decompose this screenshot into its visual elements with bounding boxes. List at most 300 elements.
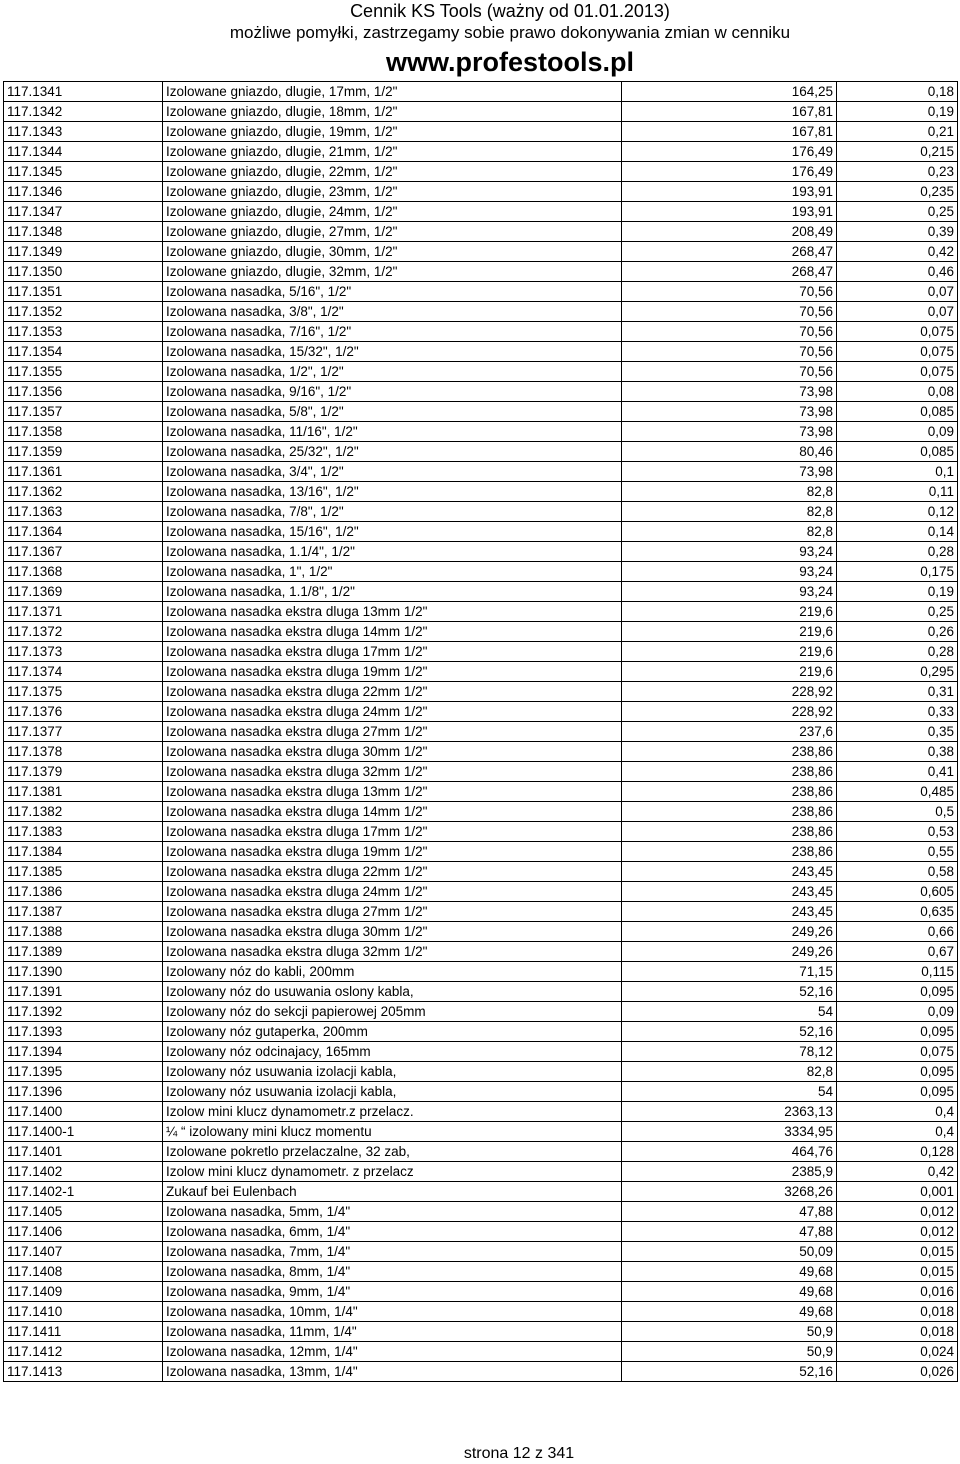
table-row xyxy=(4,122,958,142)
product-description: Izolow mini klucz dynamometr. z przelacz xyxy=(163,1162,622,1182)
product-code: 117.1352 xyxy=(4,302,163,322)
table-row xyxy=(4,642,958,662)
product-price: 82,8 xyxy=(622,482,837,502)
product-price: 70,56 xyxy=(622,362,837,382)
product-price: 49,68 xyxy=(622,1282,837,1302)
price-list-title: Cennik KS Tools (ważny od 01.01.2013) xyxy=(350,1,670,21)
product-code: 117.1412 xyxy=(4,1342,163,1362)
product-price: 219,6 xyxy=(622,662,837,682)
product-code: 117.1402 xyxy=(4,1162,163,1182)
table-row xyxy=(4,1262,958,1282)
product-weight: 0,075 xyxy=(837,342,958,362)
product-code: 117.1382 xyxy=(4,802,163,822)
table-row xyxy=(4,1302,958,1322)
table-row xyxy=(4,482,958,502)
product-price: 52,16 xyxy=(622,982,837,1002)
product-price: 82,8 xyxy=(622,502,837,522)
product-price: 49,68 xyxy=(622,1302,837,1322)
product-weight: 0,09 xyxy=(837,422,958,442)
product-code: 117.1379 xyxy=(4,762,163,782)
product-weight: 0,35 xyxy=(837,722,958,742)
product-weight: 0,095 xyxy=(837,1062,958,1082)
product-price: 80,46 xyxy=(622,442,837,462)
product-code: 117.1390 xyxy=(4,962,163,982)
product-weight: 0,31 xyxy=(837,682,958,702)
table-row xyxy=(4,1242,958,1262)
product-description: Izolowane gniazdo, dlugie, 19mm, 1/2" xyxy=(163,122,622,142)
table-row xyxy=(4,422,958,442)
product-price: 70,56 xyxy=(622,282,837,302)
product-price: 73,98 xyxy=(622,422,837,442)
product-weight: 0,08 xyxy=(837,382,958,402)
product-description: Izolowane gniazdo, dlugie, 22mm, 1/2" xyxy=(163,162,622,182)
table-row xyxy=(4,822,958,842)
product-code: 117.1400-1 xyxy=(4,1122,163,1142)
product-description: Izolowana nasadka ekstra dluga 13mm 1/2" xyxy=(163,602,622,622)
product-price: 238,86 xyxy=(622,802,837,822)
product-code: 117.1367 xyxy=(4,542,163,562)
product-code: 117.1374 xyxy=(4,662,163,682)
product-price: 93,24 xyxy=(622,542,837,562)
table-row xyxy=(4,382,958,402)
product-description: Izolowana nasadka ekstra dluga 24mm 1/2" xyxy=(163,702,622,722)
product-code: 117.1377 xyxy=(4,722,163,742)
product-weight: 0,4 xyxy=(837,1102,958,1122)
product-weight: 0,4 xyxy=(837,1122,958,1142)
product-weight: 0,115 xyxy=(837,962,958,982)
product-code: 117.1409 xyxy=(4,1282,163,1302)
product-description: Izolowana nasadka ekstra dluga 22mm 1/2" xyxy=(163,862,622,882)
product-price: 167,81 xyxy=(622,122,837,142)
product-code: 117.1363 xyxy=(4,502,163,522)
product-weight: 0,015 xyxy=(837,1242,958,1262)
table-row xyxy=(4,202,958,222)
product-price: 49,68 xyxy=(622,1262,837,1282)
product-weight: 0,015 xyxy=(837,1262,958,1282)
product-weight: 0,25 xyxy=(837,602,958,622)
product-code: 117.1400 xyxy=(4,1102,163,1122)
product-price: 47,88 xyxy=(622,1222,837,1242)
product-price: 243,45 xyxy=(622,902,837,922)
product-weight: 0,175 xyxy=(837,562,958,582)
product-code: 117.1359 xyxy=(4,442,163,462)
product-description: Izolowane gniazdo, dlugie, 17mm, 1/2" xyxy=(163,82,622,102)
product-code: 117.1371 xyxy=(4,602,163,622)
product-price: 238,86 xyxy=(622,842,837,862)
product-price: 249,26 xyxy=(622,922,837,942)
table-row xyxy=(4,722,958,742)
product-weight: 0,016 xyxy=(837,1282,958,1302)
product-price: 219,6 xyxy=(622,602,837,622)
product-description: Izolowana nasadka ekstra dluga 14mm 1/2" xyxy=(163,802,622,822)
product-description: Izolowana nasadka ekstra dluga 17mm 1/2" xyxy=(163,642,622,662)
product-weight: 0,075 xyxy=(837,362,958,382)
product-code: 117.1393 xyxy=(4,1022,163,1042)
product-description: Izolowane gniazdo, dlugie, 18mm, 1/2" xyxy=(163,102,622,122)
table-row xyxy=(4,1222,958,1242)
product-code: 117.1392 xyxy=(4,1002,163,1022)
table-row xyxy=(4,1342,958,1362)
product-description: Izolowana nasadka, 7/16", 1/2" xyxy=(163,322,622,342)
product-description: Izolowane gniazdo, dlugie, 32mm, 1/2" xyxy=(163,262,622,282)
product-weight: 0,012 xyxy=(837,1202,958,1222)
product-weight: 0,42 xyxy=(837,242,958,262)
product-code: 117.1341 xyxy=(4,82,163,102)
product-description: Izolowany nóz usuwania izolacji kabla, xyxy=(163,1082,622,1102)
product-price: 3268,26 xyxy=(622,1182,837,1202)
product-description: Izolowana nasadka, 1/2", 1/2" xyxy=(163,362,622,382)
price-table xyxy=(3,81,958,1382)
product-code: 117.1378 xyxy=(4,742,163,762)
product-weight: 0,21 xyxy=(837,122,958,142)
product-code: 117.1373 xyxy=(4,642,163,662)
product-code: 117.1364 xyxy=(4,522,163,542)
product-description: Izolowana nasadka ekstra dluga 22mm 1/2" xyxy=(163,682,622,702)
product-description: Izolowana nasadka, 3/8", 1/2" xyxy=(163,302,622,322)
table-row xyxy=(4,322,958,342)
product-description: Izolowana nasadka, 15/32", 1/2" xyxy=(163,342,622,362)
product-description: Izolowana nasadka ekstra dluga 27mm 1/2" xyxy=(163,902,622,922)
product-code: 117.1345 xyxy=(4,162,163,182)
product-price: 47,88 xyxy=(622,1202,837,1222)
product-weight: 0,018 xyxy=(837,1302,958,1322)
product-weight: 0,024 xyxy=(837,1342,958,1362)
product-description: Izolow mini klucz dynamometr.z przelacz. xyxy=(163,1102,622,1122)
product-code: 117.1344 xyxy=(4,142,163,162)
product-weight: 0,635 xyxy=(837,902,958,922)
table-row xyxy=(4,462,958,482)
product-description: Izolowana nasadka ekstra dluga 17mm 1/2" xyxy=(163,822,622,842)
product-price: 243,45 xyxy=(622,882,837,902)
table-row xyxy=(4,682,958,702)
product-price: 193,91 xyxy=(622,182,837,202)
table-row xyxy=(4,1062,958,1082)
product-description: Izolowana nasadka ekstra dluga 30mm 1/2" xyxy=(163,922,622,942)
product-description: Izolowany nóz gutaperka, 200mm xyxy=(163,1022,622,1042)
table-row xyxy=(4,782,958,802)
product-weight: 0,14 xyxy=(837,522,958,542)
table-row xyxy=(4,222,958,242)
product-weight: 0,075 xyxy=(837,322,958,342)
product-price: 237,6 xyxy=(622,722,837,742)
product-price: 73,98 xyxy=(622,402,837,422)
product-weight: 0,33 xyxy=(837,702,958,722)
table-row xyxy=(4,942,958,962)
product-description: Izolowana nasadka, 11/16", 1/2" xyxy=(163,422,622,442)
product-description: Izolowane gniazdo, dlugie, 27mm, 1/2" xyxy=(163,222,622,242)
product-code: 117.1353 xyxy=(4,322,163,342)
product-code: 117.1411 xyxy=(4,1322,163,1342)
product-price: 208,49 xyxy=(622,222,837,242)
table-row xyxy=(4,862,958,882)
product-weight: 0,095 xyxy=(837,982,958,1002)
product-description: Izolowany nóz usuwania izolacji kabla, xyxy=(163,1062,622,1082)
product-weight: 0,128 xyxy=(837,1142,958,1162)
product-code: 117.1356 xyxy=(4,382,163,402)
product-code: 117.1351 xyxy=(4,282,163,302)
product-code: 117.1388 xyxy=(4,922,163,942)
table-row xyxy=(4,1362,958,1382)
product-description: Izolowana nasadka ekstra dluga 13mm 1/2" xyxy=(163,782,622,802)
product-weight: 0,5 xyxy=(837,802,958,822)
product-code: 117.1391 xyxy=(4,982,163,1002)
product-price: 73,98 xyxy=(622,382,837,402)
product-code: 117.1361 xyxy=(4,462,163,482)
table-row xyxy=(4,702,958,722)
table-row xyxy=(4,1022,958,1042)
product-description: Izolowany nóz do sekcji papierowej 205mm xyxy=(163,1002,622,1022)
product-code: 117.1347 xyxy=(4,202,163,222)
table-row xyxy=(4,582,958,602)
table-row xyxy=(4,362,958,382)
table-row xyxy=(4,602,958,622)
product-weight: 0,19 xyxy=(837,582,958,602)
product-price: 249,26 xyxy=(622,942,837,962)
product-code: 117.1376 xyxy=(4,702,163,722)
product-weight: 0,215 xyxy=(837,142,958,162)
table-row xyxy=(4,982,958,1002)
product-code: 117.1407 xyxy=(4,1242,163,1262)
product-code: 117.1405 xyxy=(4,1202,163,1222)
product-price: 3334,95 xyxy=(622,1122,837,1142)
product-price: 73,98 xyxy=(622,462,837,482)
product-weight: 0,18 xyxy=(837,82,958,102)
product-weight: 0,11 xyxy=(837,482,958,502)
product-code: 117.1362 xyxy=(4,482,163,502)
table-row xyxy=(4,902,958,922)
product-price: 71,15 xyxy=(622,962,837,982)
product-description: Izolowana nasadka, 6mm, 1/4" xyxy=(163,1222,622,1242)
product-description: Izolowana nasadka ekstra dluga 19mm 1/2" xyxy=(163,662,622,682)
table-row xyxy=(4,1042,958,1062)
product-weight: 0,001 xyxy=(837,1182,958,1202)
table-row xyxy=(4,1122,958,1142)
product-description: Izolowane gniazdo, dlugie, 30mm, 1/2" xyxy=(163,242,622,262)
product-code: 117.1369 xyxy=(4,582,163,602)
product-weight: 0,67 xyxy=(837,942,958,962)
product-weight: 0,38 xyxy=(837,742,958,762)
disclaimer-text: możliwe pomyłki, zastrzegamy sobie prawo dokonywania zmian w cenniku xyxy=(229,23,791,42)
product-code: 117.1355 xyxy=(4,362,163,382)
table-row xyxy=(4,302,958,322)
product-description: Izolowana nasadka, 5/8", 1/2" xyxy=(163,402,622,422)
product-description: Izolowany nóz do kabli, 200mm xyxy=(163,962,622,982)
product-price: 54 xyxy=(622,1002,837,1022)
product-price: 268,47 xyxy=(622,242,837,262)
product-price: 238,86 xyxy=(622,822,837,842)
product-description: Izolowana nasadka, 1.1/4", 1/2" xyxy=(163,542,622,562)
product-price: 219,6 xyxy=(622,622,837,642)
product-price: 50,09 xyxy=(622,1242,837,1262)
product-price: 70,56 xyxy=(622,342,837,362)
product-price: 219,6 xyxy=(622,642,837,662)
product-price: 54 xyxy=(622,1082,837,1102)
product-price: 2363,13 xyxy=(622,1102,837,1122)
product-price: 464,76 xyxy=(622,1142,837,1162)
product-code: 117.1349 xyxy=(4,242,163,262)
product-code: 117.1401 xyxy=(4,1142,163,1162)
product-code: 117.1342 xyxy=(4,102,163,122)
product-code: 117.1395 xyxy=(4,1062,163,1082)
table-row xyxy=(4,342,958,362)
table-row xyxy=(4,402,958,422)
product-description: Izolowana nasadka, 25/32", 1/2" xyxy=(163,442,622,462)
product-price: 167,81 xyxy=(622,102,837,122)
product-price: 238,86 xyxy=(622,742,837,762)
table-row xyxy=(4,962,958,982)
product-code: 117.1372 xyxy=(4,622,163,642)
table-row xyxy=(4,522,958,542)
product-weight: 0,25 xyxy=(837,202,958,222)
product-code: 117.1410 xyxy=(4,1302,163,1322)
product-description: Izolowana nasadka ekstra dluga 27mm 1/2" xyxy=(163,722,622,742)
product-weight: 0,095 xyxy=(837,1022,958,1042)
table-row xyxy=(4,182,958,202)
table-row xyxy=(4,262,958,282)
product-code: 117.1394 xyxy=(4,1042,163,1062)
product-description: Izolowana nasadka, 1", 1/2" xyxy=(163,562,622,582)
product-price: 82,8 xyxy=(622,1062,837,1082)
product-description: Zukauf bei Eulenbach xyxy=(163,1182,622,1202)
product-weight: 0,235 xyxy=(837,182,958,202)
table-row xyxy=(4,142,958,162)
product-weight: 0,55 xyxy=(837,842,958,862)
table-row xyxy=(4,162,958,182)
product-description: Izolowana nasadka ekstra dluga 30mm 1/2" xyxy=(163,742,622,762)
product-price: 78,12 xyxy=(622,1042,837,1062)
product-price: 52,16 xyxy=(622,1022,837,1042)
table-row xyxy=(4,82,958,102)
product-code: 117.1413 xyxy=(4,1362,163,1382)
product-weight: 0,085 xyxy=(837,402,958,422)
product-weight: 0,46 xyxy=(837,262,958,282)
product-weight: 0,026 xyxy=(837,1362,958,1382)
product-price: 164,25 xyxy=(622,82,837,102)
product-price: 50,9 xyxy=(622,1342,837,1362)
product-code: 117.1386 xyxy=(4,882,163,902)
product-code: 117.1357 xyxy=(4,402,163,422)
product-description: Izolowana nasadka, 7/8", 1/2" xyxy=(163,502,622,522)
product-weight: 0,53 xyxy=(837,822,958,842)
product-description: Izolowana nasadka, 3/4", 1/2" xyxy=(163,462,622,482)
page-number: strona 12 z 341 xyxy=(463,1445,575,1462)
product-weight: 0,12 xyxy=(837,502,958,522)
product-description: Izolowana nasadka, 9/16", 1/2" xyxy=(163,382,622,402)
product-weight: 0,09 xyxy=(837,1002,958,1022)
product-description: Izolowana nasadka ekstra dluga 14mm 1/2" xyxy=(163,622,622,642)
product-price: 93,24 xyxy=(622,562,837,582)
product-description: Izolowana nasadka, 5mm, 1/4" xyxy=(163,1202,622,1222)
table-row xyxy=(4,802,958,822)
product-description: Izolowana nasadka, 13mm, 1/4" xyxy=(163,1362,622,1382)
product-weight: 0,085 xyxy=(837,442,958,462)
product-code: 117.1350 xyxy=(4,262,163,282)
product-weight: 0,42 xyxy=(837,1162,958,1182)
product-weight: 0,295 xyxy=(837,662,958,682)
product-code: 117.1375 xyxy=(4,682,163,702)
table-row xyxy=(4,1282,958,1302)
product-weight: 0,012 xyxy=(837,1222,958,1242)
product-code: 117.1387 xyxy=(4,902,163,922)
table-row xyxy=(4,922,958,942)
product-code: 117.1346 xyxy=(4,182,163,202)
table-row xyxy=(4,842,958,862)
product-description: Izolowana nasadka, 13/16", 1/2" xyxy=(163,482,622,502)
product-weight: 0,1 xyxy=(837,462,958,482)
table-row xyxy=(4,1002,958,1022)
table-row xyxy=(4,282,958,302)
product-price: 228,92 xyxy=(622,682,837,702)
website-url: www.profestools.pl xyxy=(385,47,634,77)
product-weight: 0,23 xyxy=(837,162,958,182)
table-row xyxy=(4,1162,958,1182)
product-price: 93,24 xyxy=(622,582,837,602)
price-table-body xyxy=(4,82,958,1382)
product-weight: 0,075 xyxy=(837,1042,958,1062)
product-weight: 0,28 xyxy=(837,542,958,562)
table-row xyxy=(4,742,958,762)
product-price: 70,56 xyxy=(622,322,837,342)
product-description: Izolowany nóz do usuwania oslony kabla, xyxy=(163,982,622,1002)
product-price: 176,49 xyxy=(622,142,837,162)
product-code: 117.1343 xyxy=(4,122,163,142)
product-description: Izolowane gniazdo, dlugie, 23mm, 1/2" xyxy=(163,182,622,202)
product-description: Izolowane gniazdo, dlugie, 24mm, 1/2" xyxy=(163,202,622,222)
product-weight: 0,39 xyxy=(837,222,958,242)
product-price: 82,8 xyxy=(622,522,837,542)
table-row xyxy=(4,102,958,122)
product-weight: 0,19 xyxy=(837,102,958,122)
product-code: 117.1354 xyxy=(4,342,163,362)
table-row xyxy=(4,502,958,522)
table-row xyxy=(4,762,958,782)
product-code: 117.1384 xyxy=(4,842,163,862)
product-description: Izolowana nasadka ekstra dluga 32mm 1/2" xyxy=(163,942,622,962)
product-description: Izolowana nasadka ekstra dluga 19mm 1/2" xyxy=(163,842,622,862)
product-description: Izolowane pokretlo przelaczalne, 32 zab, xyxy=(163,1142,622,1162)
product-price: 268,47 xyxy=(622,262,837,282)
product-price: 228,92 xyxy=(622,702,837,722)
product-weight: 0,07 xyxy=(837,282,958,302)
product-price: 70,56 xyxy=(622,302,837,322)
product-description: ¼ “ izolowany mini klucz momentu xyxy=(163,1122,622,1142)
product-description: Izolowana nasadka, 8mm, 1/4" xyxy=(163,1262,622,1282)
product-description: Izolowana nasadka, 5/16", 1/2" xyxy=(163,282,622,302)
product-description: Izolowana nasadka ekstra dluga 24mm 1/2" xyxy=(163,882,622,902)
product-code: 117.1381 xyxy=(4,782,163,802)
product-price: 176,49 xyxy=(622,162,837,182)
product-description: Izolowana nasadka, 11mm, 1/4" xyxy=(163,1322,622,1342)
product-weight: 0,41 xyxy=(837,762,958,782)
table-row xyxy=(4,442,958,462)
product-weight: 0,095 xyxy=(837,1082,958,1102)
table-row xyxy=(4,1142,958,1162)
table-row xyxy=(4,622,958,642)
table-row xyxy=(4,882,958,902)
product-code: 117.1368 xyxy=(4,562,163,582)
product-price: 238,86 xyxy=(622,782,837,802)
product-weight: 0,58 xyxy=(837,862,958,882)
table-row xyxy=(4,1322,958,1342)
product-code: 117.1358 xyxy=(4,422,163,442)
product-description: Izolowany nóz odcinajacy, 165mm xyxy=(163,1042,622,1062)
product-code: 117.1348 xyxy=(4,222,163,242)
table-row xyxy=(4,1082,958,1102)
product-code: 117.1383 xyxy=(4,822,163,842)
product-code: 117.1385 xyxy=(4,862,163,882)
product-weight: 0,26 xyxy=(837,622,958,642)
product-description: Izolowana nasadka, 7mm, 1/4" xyxy=(163,1242,622,1262)
